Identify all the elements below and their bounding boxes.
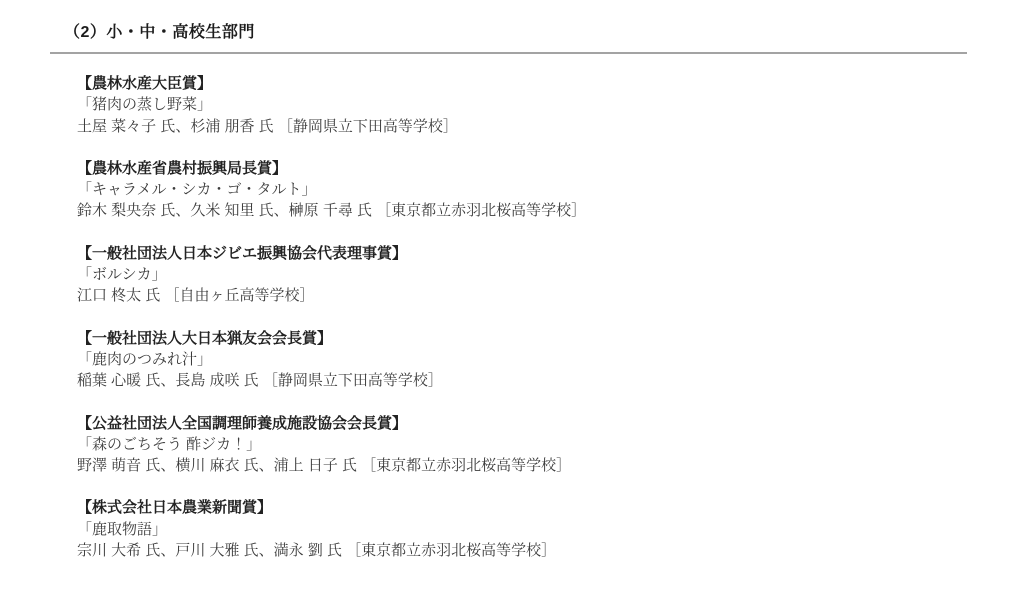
dish-name: 「ボルシカ」 xyxy=(77,266,167,284)
winners-line: 江口 柊太 氏 ［自由ヶ丘高等学校］ xyxy=(77,287,315,305)
dish-name: 「森のごちそう 酢ジカ！」 xyxy=(77,435,262,453)
award-block xyxy=(77,413,586,477)
winners-line: 野澤 萌音 氏、横川 麻衣 氏、浦上 日子 氏 ［東京都立赤羽北桜高等学校］ xyxy=(77,457,572,475)
award-block xyxy=(77,158,586,222)
section-heading: （2）小・中・高校生部門 xyxy=(64,24,255,41)
winners-line: 土屋 菜々子 氏、杉浦 朋香 氏 ［静岡県立下田高等学校］ xyxy=(77,117,458,135)
award-list xyxy=(77,73,586,582)
dish-name: 「鹿取物語」 xyxy=(77,520,168,538)
award-title: 【農林水産大臣賞】 xyxy=(77,75,213,92)
dish-name: 「キャラメル・シカ・ゴ・タルト」 xyxy=(77,181,317,199)
award-block xyxy=(77,497,586,561)
award-block xyxy=(77,328,586,392)
winners-line: 宗川 大希 氏、戸川 大雅 氏、満永 劉 氏 ［東京都立赤羽北桜高等学校］ xyxy=(77,542,557,560)
award-title: 【公益社団法人全国調理師養成施設協会会長賞】 xyxy=(77,414,408,432)
award-block xyxy=(77,73,586,137)
award-title: 【農林水産省農村振興局長賞】 xyxy=(77,159,288,177)
dish-name: 「鹿肉のつみれ汁」 xyxy=(77,350,213,368)
award-title: 【一般社団法人日本ジビエ振興協会代表理事賞】 xyxy=(77,244,408,262)
award-title: 【株式会社日本農業新聞賞】 xyxy=(77,499,273,517)
award-block xyxy=(77,243,586,307)
winners-line: 鈴木 梨央奈 氏、久米 知里 氏、榊原 千尋 氏 ［東京都立赤羽北桜高等学校］ xyxy=(77,202,587,220)
winners-line: 稲葉 心暖 氏、長島 成咲 氏 ［静岡県立下田高等学校］ xyxy=(77,372,443,390)
heading-divider-rule xyxy=(50,52,967,54)
award-title: 【一般社団法人大日本猟友会会長賞】 xyxy=(77,329,333,347)
dish-name: 「猪肉の蒸し野菜」 xyxy=(77,96,213,114)
